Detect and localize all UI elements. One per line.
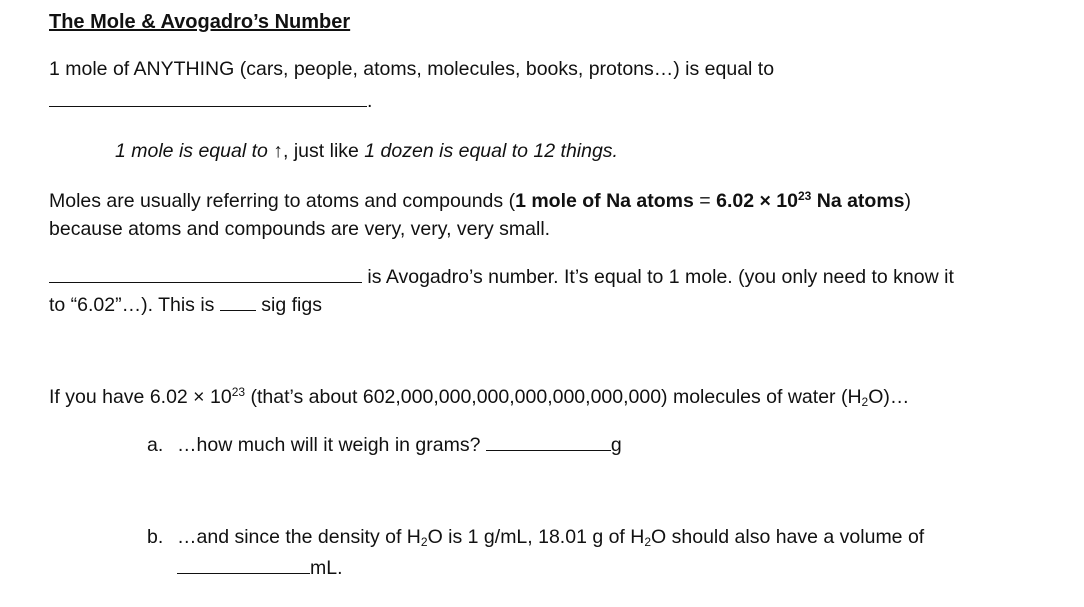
paragraph-water-question [49,385,909,409]
question-b-label: b. [147,526,164,548]
usage-text: Moles are usually referring to atoms and compounds ( [49,190,516,212]
water-text-c: O)… [868,386,910,408]
question-a-text: …how much will it weigh in grams? [177,434,486,456]
usage-exponent: 23 [797,189,812,203]
question-a [147,432,622,457]
paragraph-avogadro-line2 [49,292,322,317]
usage-close-paren: ) [904,190,912,212]
avogadro-text: is Avogadro’s number. It’s equal to 1 mole. (you only need to know it [362,266,954,288]
answer-period: . [367,90,373,112]
avogadro-blank[interactable] [49,264,362,283]
water-text-b: (that’s about 602,000,000,000,000,000,000,000) molecules of water (H [245,386,862,408]
question-b-text-3: O should also have a volume of [651,526,925,548]
water-text-a: If you have 6.02 × 10 [49,386,232,408]
up-arrow-icon: ↑ [273,140,284,162]
question-b-subscript-2: 2 [644,535,652,549]
page-title: The Mole & Avogadro’s Number [49,11,351,33]
usage-bold-3: Na atoms [811,190,905,212]
usage-equals: = [693,190,717,212]
question-b-text-1: …and since the density of H [177,526,421,548]
comparison-part1: 1 mole is equal to [115,140,274,162]
sig-figs-label: sig figs [255,294,322,316]
mole-definition-text: 1 mole of ANYTHING (cars, people, atoms, molecules, books, protons…) is equal to [49,58,775,80]
comparison-part2: , just like [283,140,365,162]
usage-bold-1: 1 mole of Na atoms [515,190,694,212]
usage-text-line2: because atoms and compounds are very, very, very small. [49,218,551,240]
question-b-blank[interactable] [177,555,310,574]
sig-figs-text: to “6.02”…). This is [49,294,220,316]
question-a-unit: g [610,434,622,456]
usage-bold-2: 6.02 × 10 [716,190,798,212]
water-subscript: 2 [861,395,869,409]
comparison-part3: 1 dozen is equal to 12 things. [364,140,618,162]
paragraph-avogadro [49,264,954,289]
mole-comparison-note [115,139,618,163]
sig-figs-blank[interactable] [220,292,256,311]
paragraph-moles-usage [49,189,911,213]
question-a-blank[interactable] [486,432,611,451]
question-b-subscript-1: 2 [420,535,428,549]
paragraph-moles-usage-line2 [49,217,550,241]
question-b [147,525,924,549]
answer-blank[interactable] [49,88,367,107]
paragraph-mole-definition [49,57,774,81]
question-a-label: a. [147,434,164,456]
question-b-text-2: O is 1 g/mL, 18.01 g of H [427,526,645,548]
mole-definition-answer-line [49,88,372,113]
question-b-unit: mL. [310,557,343,579]
question-b-line2 [177,555,343,580]
water-exponent: 23 [231,385,246,399]
